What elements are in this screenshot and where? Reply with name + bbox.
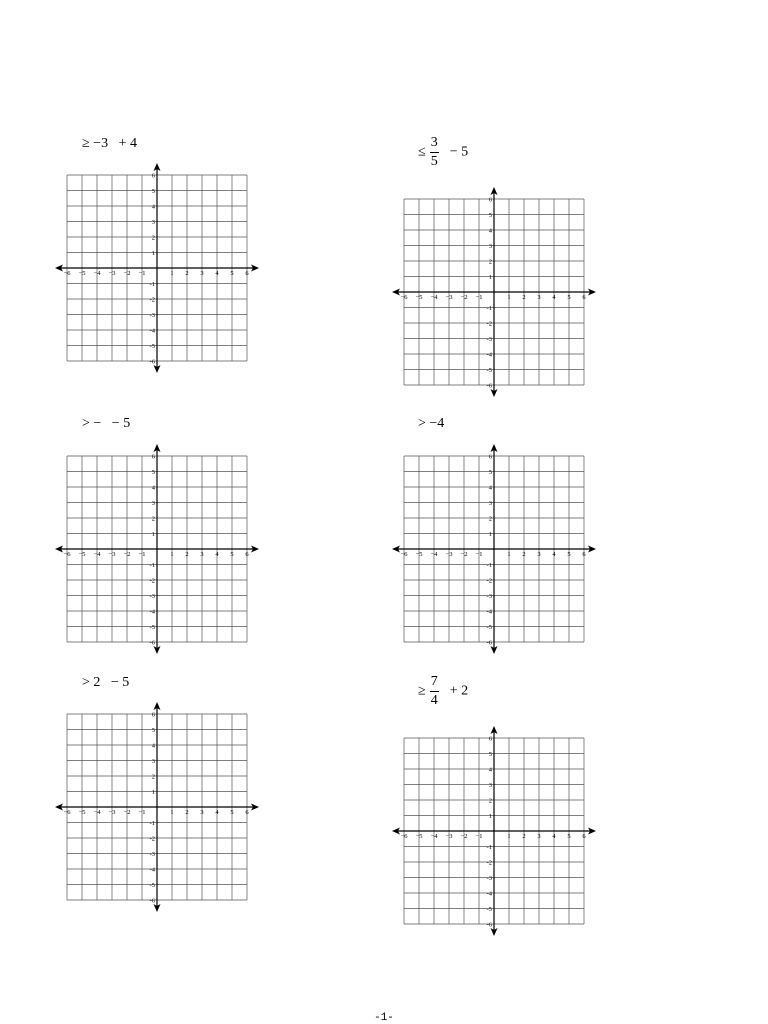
x-tick-label: 3 xyxy=(200,270,204,277)
x-tick-label: 1 xyxy=(170,270,174,277)
x-tick-label: 1 xyxy=(507,833,511,840)
y-tick-label: 4 xyxy=(488,227,492,235)
x-tick-label: −4 xyxy=(93,809,101,816)
x-tick-label: −2 xyxy=(123,551,131,558)
x-tick-label: 4 xyxy=(215,270,219,277)
x-tick-label: 2 xyxy=(185,809,189,816)
y-tick-label: 1 xyxy=(151,789,155,796)
x-tick-label: −5 xyxy=(415,833,423,840)
x-tick-label: 3 xyxy=(200,809,204,816)
problem-3-suffix: − 5 xyxy=(111,416,131,431)
y-tick-label: 4 xyxy=(151,742,155,750)
x-tick-label: −1 xyxy=(475,551,483,558)
y-tick-label: -6 xyxy=(149,639,155,647)
x-tick-label: 6 xyxy=(582,833,586,840)
y-tick-label: -4 xyxy=(149,866,155,874)
y-tick-label: 3 xyxy=(488,500,492,507)
y-tick-label: 1 xyxy=(488,531,492,538)
x-tick-label: −6 xyxy=(63,551,71,558)
x-tick-label: 3 xyxy=(200,551,204,558)
x-tick-label: −1 xyxy=(138,551,146,558)
y-tick-label: 1 xyxy=(488,813,492,820)
x-tick-label: 3 xyxy=(537,294,541,301)
x-tick-label: −4 xyxy=(93,270,101,277)
y-tick-label: 6 xyxy=(488,453,492,461)
y-tick-label: -6 xyxy=(486,639,492,647)
x-tick-label: −5 xyxy=(78,551,86,558)
problem-3-prefix: > − xyxy=(82,416,102,431)
y-tick-label: 1 xyxy=(151,531,155,538)
y-tick-label: 4 xyxy=(151,484,155,492)
x-tick-label: −3 xyxy=(108,270,116,277)
x-tick-label: 6 xyxy=(582,551,586,558)
x-tick-label: −3 xyxy=(445,833,453,840)
x-tick-label: −3 xyxy=(445,551,453,558)
problem-5-prefix: > 2 xyxy=(82,675,101,690)
x-tick-label: 2 xyxy=(185,270,189,277)
problem-6-suffix: + 2 xyxy=(449,683,469,699)
y-tick-label: 4 xyxy=(488,484,492,492)
x-tick-label: −3 xyxy=(108,551,116,558)
problem-2-numerator: 3 xyxy=(430,136,439,153)
y-tick-label: -6 xyxy=(149,897,155,905)
x-tick-label: 1 xyxy=(507,294,511,301)
x-tick-label: 6 xyxy=(582,294,586,301)
y-tick-label: -2 xyxy=(149,577,155,585)
y-tick-label: -5 xyxy=(486,624,492,631)
x-tick-label: 5 xyxy=(567,294,571,301)
y-tick-label: -3 xyxy=(149,851,155,858)
problem-4-prefix: > −4 xyxy=(418,416,445,431)
x-tick-label: 1 xyxy=(170,551,174,558)
x-tick-label: 4 xyxy=(215,809,219,816)
problem-1-prefix: ≥ −3 xyxy=(82,136,109,151)
y-tick-label: -5 xyxy=(149,624,155,631)
y-tick-label: -4 xyxy=(486,890,492,898)
x-tick-label: −5 xyxy=(415,551,423,558)
y-tick-label: 2 xyxy=(151,515,155,523)
problem-1-suffix: + 4 xyxy=(118,136,137,151)
x-tick-label: −5 xyxy=(78,270,86,277)
x-tick-label: 1 xyxy=(507,551,511,558)
y-tick-label: 6 xyxy=(488,196,492,204)
y-tick-label: -2 xyxy=(486,577,492,585)
problem-2-suffix: − 5 xyxy=(449,144,469,160)
y-tick-label: 1 xyxy=(488,274,492,281)
x-tick-label: −5 xyxy=(415,294,423,301)
y-tick-label: -2 xyxy=(486,320,492,328)
y-tick-label: -2 xyxy=(486,859,492,867)
x-tick-label: 4 xyxy=(552,833,556,840)
y-tick-label: -1 xyxy=(149,562,155,569)
y-tick-label: 3 xyxy=(151,500,155,507)
y-tick-label: -3 xyxy=(149,312,155,319)
x-tick-label: −3 xyxy=(445,294,453,301)
x-tick-label: 5 xyxy=(567,833,571,840)
y-tick-label: 5 xyxy=(488,751,492,758)
x-tick-label: −4 xyxy=(430,551,438,558)
y-tick-label: -1 xyxy=(149,820,155,827)
y-tick-label: -5 xyxy=(149,882,155,889)
y-tick-label: 6 xyxy=(151,711,155,719)
y-tick-label: 5 xyxy=(488,469,492,476)
y-tick-label: 3 xyxy=(488,782,492,789)
x-tick-label: −2 xyxy=(460,294,468,301)
y-tick-label: -4 xyxy=(486,608,492,616)
problem-2-denominator: 5 xyxy=(430,154,438,169)
problem-5-suffix: − 5 xyxy=(110,675,130,690)
x-tick-label: 5 xyxy=(567,551,571,558)
y-tick-label: -1 xyxy=(149,281,155,288)
y-tick-label: -4 xyxy=(486,351,492,359)
x-tick-label: −5 xyxy=(78,809,86,816)
x-tick-label: −6 xyxy=(400,833,408,840)
y-tick-label: 2 xyxy=(488,797,492,805)
y-tick-label: 6 xyxy=(488,735,492,743)
y-tick-label: -2 xyxy=(149,296,155,304)
x-tick-label: −4 xyxy=(93,551,101,558)
x-tick-label: 6 xyxy=(245,551,249,558)
y-tick-label: -4 xyxy=(149,327,155,335)
x-tick-label: 4 xyxy=(552,294,556,301)
x-tick-label: 6 xyxy=(245,270,249,277)
x-tick-label: 5 xyxy=(230,270,234,277)
x-tick-label: −6 xyxy=(400,294,408,301)
y-tick-label: -2 xyxy=(149,835,155,843)
x-tick-label: 2 xyxy=(522,833,526,840)
y-tick-label: -6 xyxy=(486,921,492,929)
x-tick-label: −2 xyxy=(460,551,468,558)
x-tick-label: −4 xyxy=(430,294,438,301)
y-tick-label: 2 xyxy=(488,515,492,523)
x-tick-label: −1 xyxy=(138,809,146,816)
y-tick-label: 3 xyxy=(151,758,155,765)
y-tick-label: 4 xyxy=(488,766,492,774)
x-tick-label: 5 xyxy=(230,809,234,816)
x-tick-label: 4 xyxy=(215,551,219,558)
y-tick-label: 3 xyxy=(488,243,492,250)
problem-6-numerator: 7 xyxy=(430,675,439,692)
y-tick-label: -6 xyxy=(486,382,492,390)
y-tick-label: -5 xyxy=(149,343,155,350)
y-tick-label: 5 xyxy=(151,188,155,195)
x-tick-label: −2 xyxy=(123,270,131,277)
x-tick-label: −1 xyxy=(138,270,146,277)
y-tick-label: -1 xyxy=(486,844,492,851)
x-tick-label: 4 xyxy=(552,551,556,558)
y-tick-label: 3 xyxy=(151,219,155,226)
y-tick-label: -3 xyxy=(149,593,155,600)
y-tick-label: -1 xyxy=(486,305,492,312)
y-tick-label: 1 xyxy=(151,250,155,257)
y-tick-label: -3 xyxy=(486,336,492,343)
x-tick-label: −2 xyxy=(460,833,468,840)
x-tick-label: −6 xyxy=(63,270,71,277)
y-tick-label: 2 xyxy=(151,234,155,242)
x-tick-label: −1 xyxy=(475,294,483,301)
y-tick-label: -5 xyxy=(486,906,492,913)
y-tick-label: 2 xyxy=(151,773,155,781)
y-tick-label: 5 xyxy=(488,212,492,219)
x-tick-label: 1 xyxy=(170,809,174,816)
x-tick-label: −6 xyxy=(400,551,408,558)
problem-6-denominator: 4 xyxy=(430,693,438,708)
x-tick-label: 2 xyxy=(522,294,526,301)
problem-2-prefix: ≤ xyxy=(418,144,426,160)
x-tick-label: 3 xyxy=(537,551,541,558)
y-tick-label: 5 xyxy=(151,727,155,734)
y-tick-label: 2 xyxy=(488,258,492,266)
x-tick-label: 2 xyxy=(185,551,189,558)
problem-6-prefix: ≥ xyxy=(418,683,426,699)
y-tick-label: -1 xyxy=(486,562,492,569)
y-tick-label: 5 xyxy=(151,469,155,476)
y-tick-label: -3 xyxy=(486,875,492,882)
x-tick-label: 3 xyxy=(537,833,541,840)
x-tick-label: −4 xyxy=(430,833,438,840)
x-tick-label: 2 xyxy=(522,551,526,558)
x-tick-label: −2 xyxy=(123,809,131,816)
x-tick-label: −3 xyxy=(108,809,116,816)
y-tick-label: -5 xyxy=(486,367,492,374)
y-tick-label: -6 xyxy=(149,358,155,366)
y-tick-label: 4 xyxy=(151,203,155,211)
x-tick-label: −6 xyxy=(63,809,71,816)
x-tick-label: −1 xyxy=(475,833,483,840)
y-tick-label: -4 xyxy=(149,608,155,616)
y-tick-label: 6 xyxy=(151,172,155,180)
y-tick-label: 6 xyxy=(151,453,155,461)
x-tick-label: 5 xyxy=(230,551,234,558)
x-tick-label: 6 xyxy=(245,809,249,816)
page-number: -1- xyxy=(374,1012,394,1024)
y-tick-label: -3 xyxy=(486,593,492,600)
